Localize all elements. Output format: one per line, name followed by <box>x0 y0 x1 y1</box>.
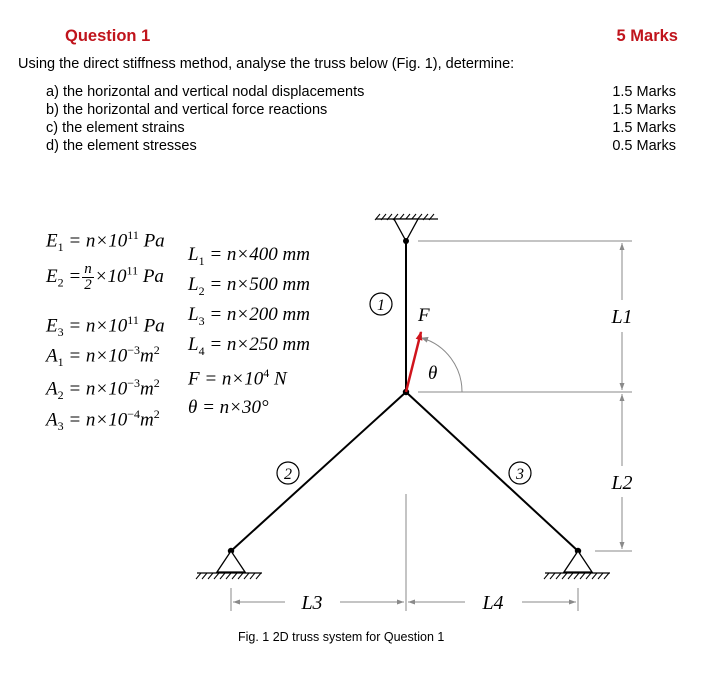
item-marks: 1.5 Marks <box>612 120 676 136</box>
member-2 <box>231 392 406 551</box>
param-L2: $L_2 = n\times 500$ mm <box>188 274 310 298</box>
param-A3: $A_3 = n\times 10^{-4}m^2$ <box>46 407 160 434</box>
param-E3: $E_3 = n\times 10^{11}$ Pa <box>46 313 165 340</box>
angle-label: θ <box>428 363 438 384</box>
dimension-L1 <box>610 243 632 390</box>
item-marks: 1.5 Marks <box>612 102 676 118</box>
question-title: Question 1 <box>65 27 151 45</box>
item-label: c) <box>46 120 59 136</box>
member-3 <box>406 392 578 551</box>
item-text: the horizontal and vertical nodal displacements <box>62 84 365 100</box>
svg-text:L1: L1 <box>611 306 633 328</box>
element-label-2 <box>277 462 299 484</box>
svg-text:3: 3 <box>516 466 524 483</box>
dimension-L3 <box>233 592 404 614</box>
param-A2: $A_2 = n\times 10^{-3}m^2$ <box>46 376 160 403</box>
item-text: the element strains <box>62 120 185 136</box>
param-theta: θ = n×30° <box>188 397 269 418</box>
fraction: $\frac{n}{2}$ <box>84 261 92 293</box>
item-text: the horizontal and vertical force reactions <box>62 102 328 118</box>
param-E1: $E_1 = n\times 10^{11}$ Pa <box>46 228 165 255</box>
param-F: $F = n\times 10^4$ N <box>188 366 287 390</box>
item-marks: 1.5 Marks <box>612 84 676 100</box>
param-E2: $E_2$ = $\frac{n}{2}$ $\times 10^{11}$ Pa <box>46 261 164 293</box>
dimension-L2 <box>610 394 632 549</box>
item-marks: 0.5 Marks <box>612 138 676 154</box>
item-label: b) <box>46 102 59 118</box>
item-label: a) <box>46 84 59 100</box>
figure-caption: Fig. 1 2D truss system for Question 1 <box>238 630 445 644</box>
node-top <box>403 238 409 244</box>
param-L1: $L_1 = n\times 400$ mm <box>188 244 310 268</box>
svg-text:L4: L4 <box>482 592 504 614</box>
element-label-3 <box>509 462 531 484</box>
param-L4: $L_4 = n\times 250$ mm <box>188 334 310 358</box>
left-pin-support <box>196 551 262 579</box>
force-label: F <box>418 305 430 326</box>
total-marks: 5 Marks <box>616 27 678 45</box>
force-arrow <box>406 332 421 392</box>
svg-text:2: 2 <box>284 466 292 483</box>
element-label-1 <box>370 293 392 315</box>
svg-text:L3: L3 <box>301 592 323 614</box>
param-A1: $A_1 = n\times 10^{-3}m^2$ <box>46 343 160 370</box>
param-L3: $L_3 = n\times 200$ mm <box>188 304 310 328</box>
dimension-L4 <box>408 592 576 614</box>
right-pin-support <box>544 551 610 579</box>
svg-text:1: 1 <box>377 297 385 314</box>
top-pin-support <box>375 214 438 241</box>
item-label: d) <box>46 138 59 154</box>
svg-text:L2: L2 <box>611 472 633 494</box>
question-intro: Using the direct stiffness method, analyse the truss below (Fig. 1), determine: <box>18 56 515 72</box>
item-text: the element stresses <box>62 138 197 154</box>
